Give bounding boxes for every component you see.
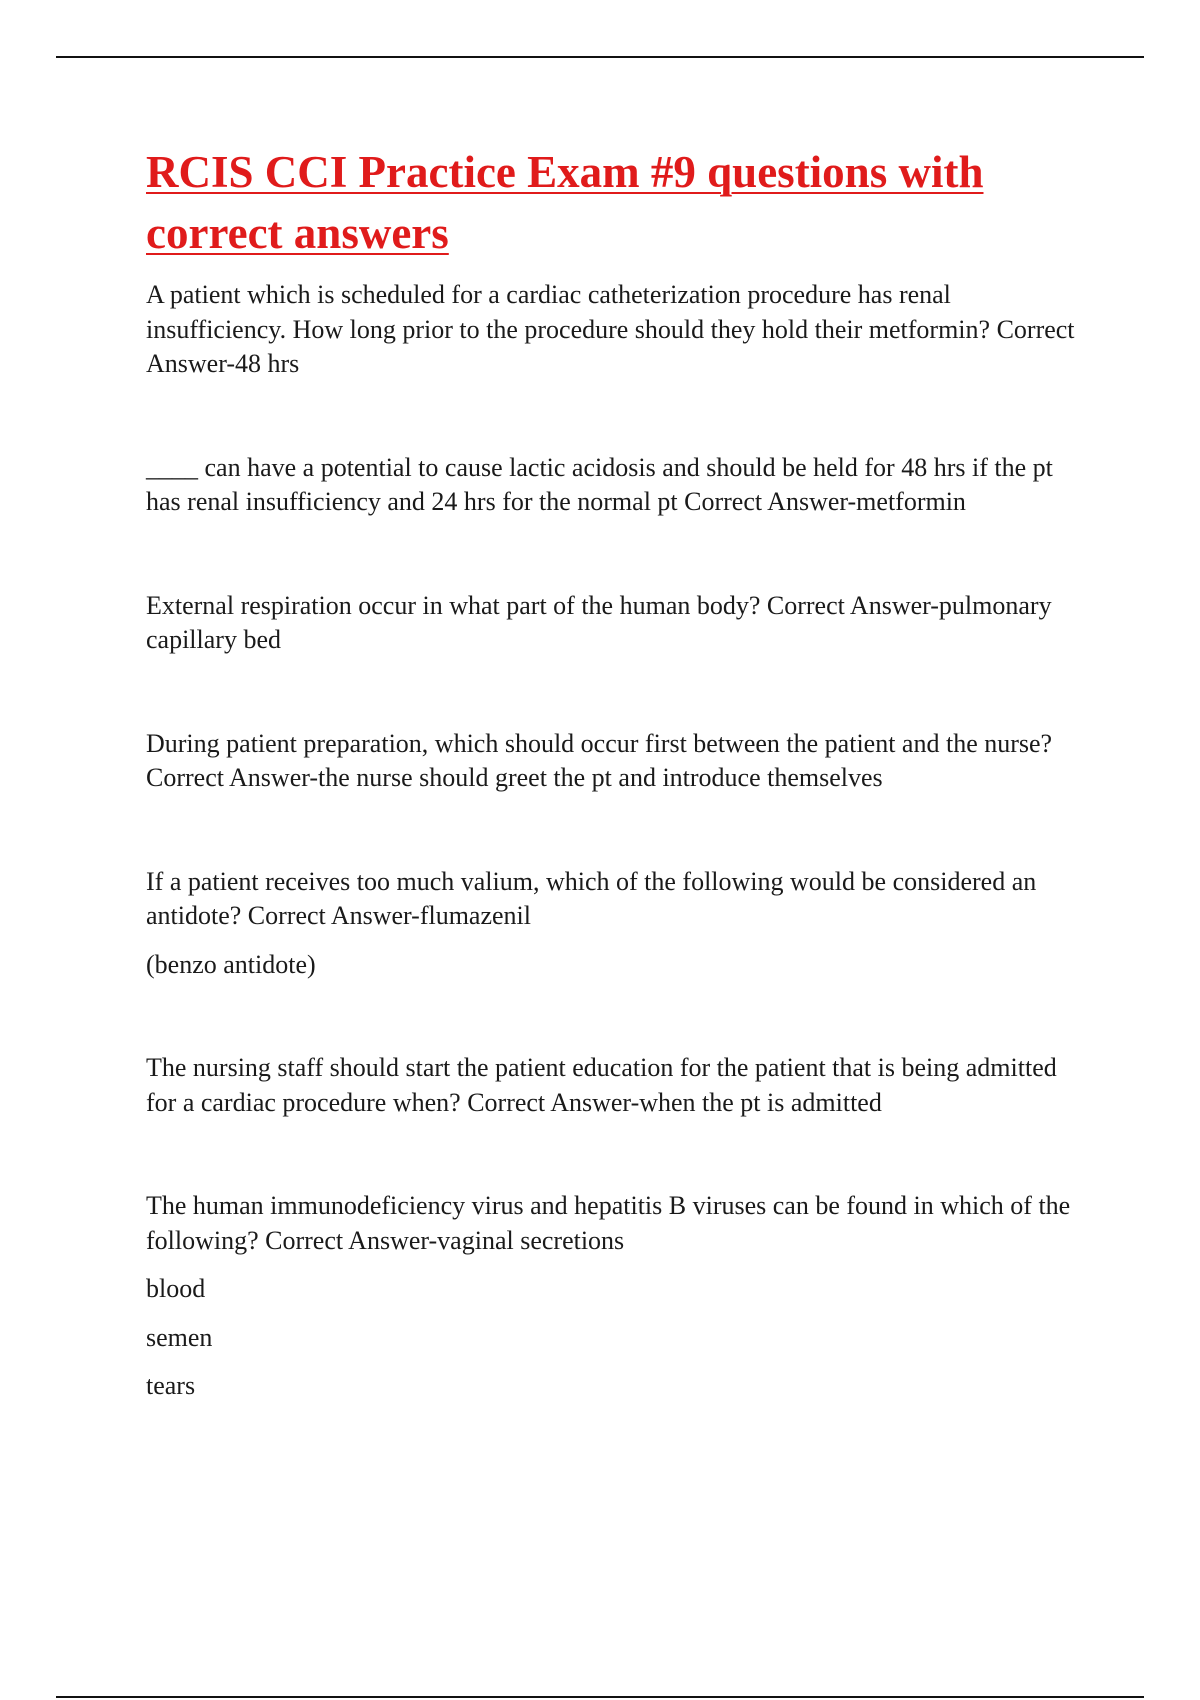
question-answer-text: A patient which is scheduled for a cardiac catheterization procedure has renal insufficiency. How long prior to the procedure should they hold their metformin? Correct Answer-48 hrs (146, 280, 1075, 378)
question-answer-text: The human immunodeficiency virus and hepatitis B viruses can be found in which of the following? Correct Answer-vaginal secretions (146, 1191, 1071, 1255)
question-answer-text: If a patient receives too much valium, which of the following would be considered an antidote? Correct Answer-flumazenil (146, 866, 1037, 930)
document-body (146, 142, 1086, 1404)
qa-item (146, 865, 1086, 983)
top-rule (56, 56, 1144, 58)
answer-option: tears (146, 1371, 196, 1400)
answer-option: blood (146, 1274, 206, 1303)
question-answer-text: External respiration occur in what part of the human body? Correct Answer-pulmonary capillary bed (146, 590, 1052, 654)
qa-item (146, 1051, 1086, 1120)
question-answer-text: During patient preparation, which should occur first between the patient and the nurse? Correct Answer-the nurse should greet the pt and introduce themselves (146, 728, 1053, 792)
question-answer-text: ____ can have a potential to cause lactic acidosis and should be held for 48 hrs if the pt has renal insufficiency and 24 hrs for the normal pt Correct Answer-metformin (146, 452, 1053, 516)
qa-item (146, 727, 1086, 796)
qa-item (146, 1189, 1086, 1404)
answer-note: (benzo antidote) (146, 949, 316, 979)
answer-option: semen (146, 1322, 213, 1352)
document-title: RCIS CCI Practice Exam #9 questions with correct answers (146, 147, 984, 258)
qa-item (146, 278, 1086, 382)
qa-item (146, 451, 1086, 520)
question-answer-text: The nursing staff should start the patient education for the patient that is being admitted for a cardiac procedure when? Correct Answer-when the pt is admitted (146, 1053, 1057, 1117)
qa-item (146, 589, 1086, 658)
bottom-rule (56, 1696, 1144, 1698)
